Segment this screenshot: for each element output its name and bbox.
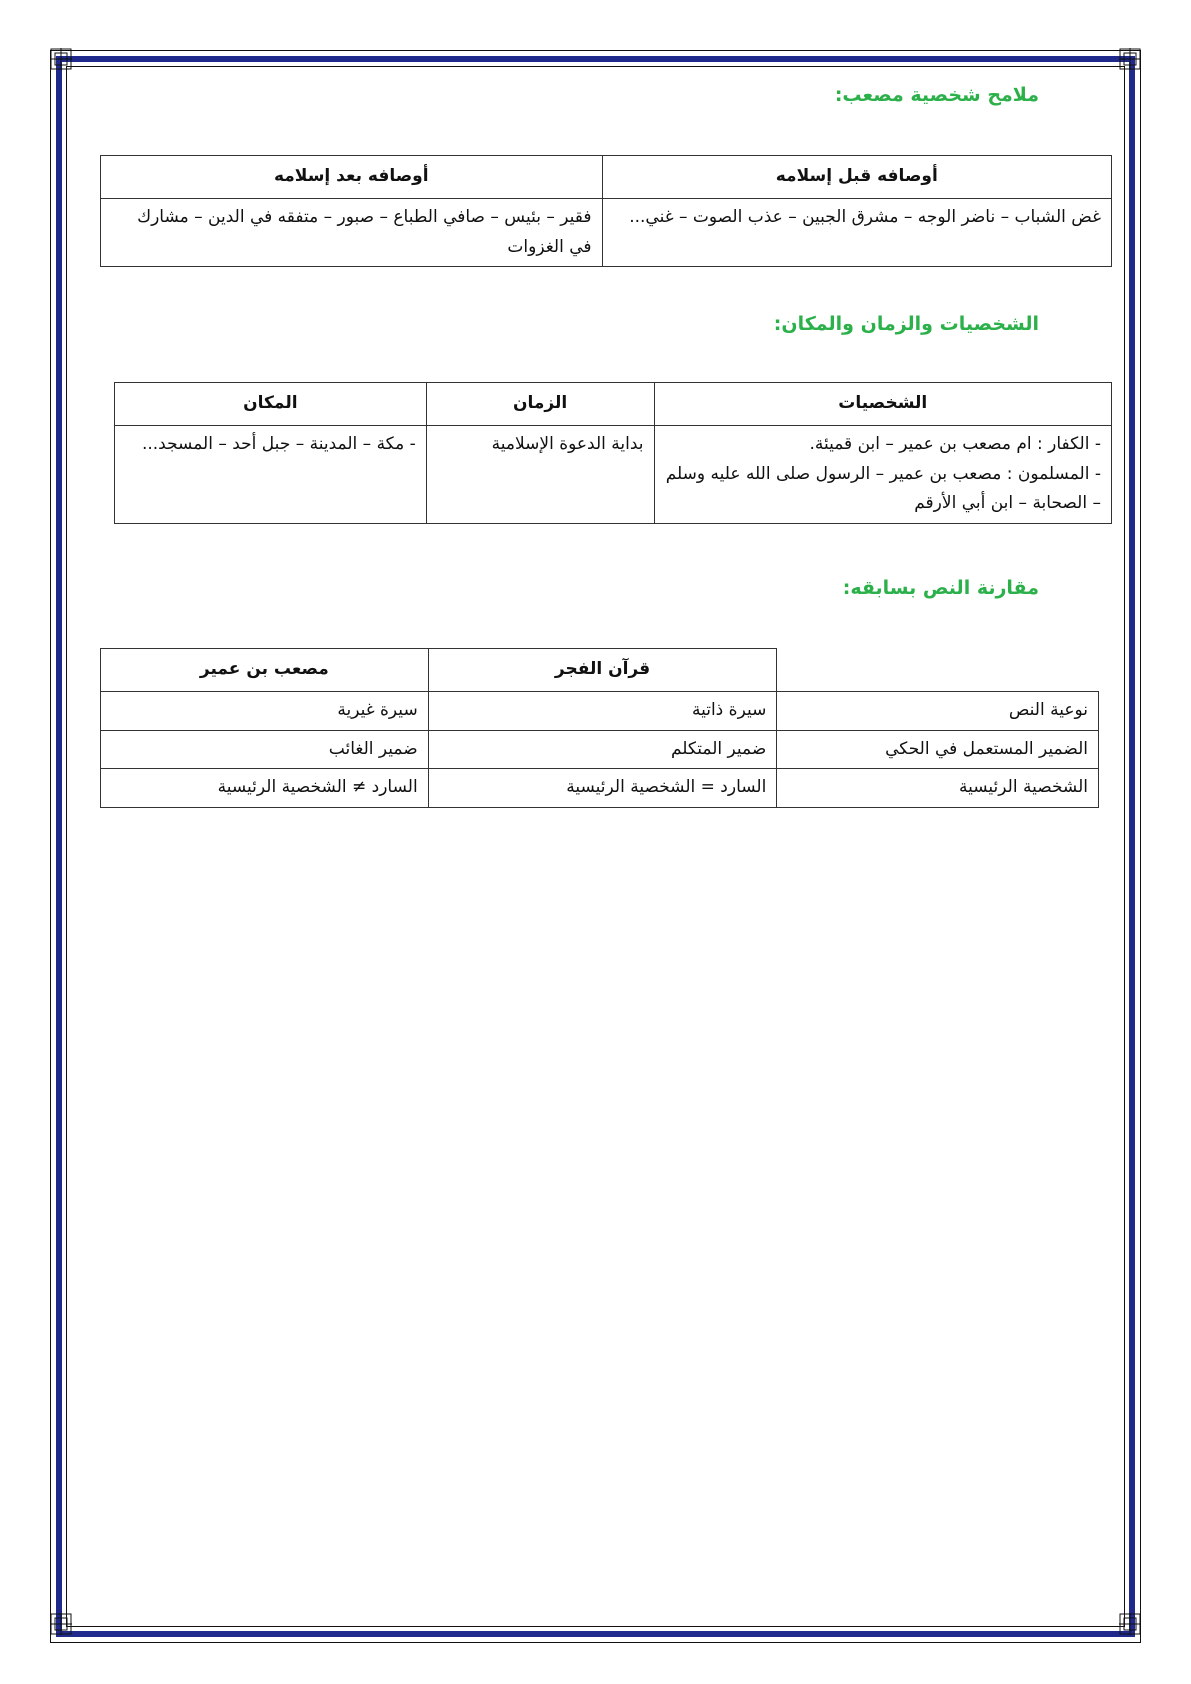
cell: ضمير الغائب (101, 730, 429, 769)
header-after-islam: أوصافه بعد إسلامه (101, 156, 603, 199)
cell: السارد ≠ الشخصية الرئيسية (101, 769, 429, 808)
cell: سيرة ذاتية (428, 691, 777, 730)
characters-time-place-table (114, 382, 1112, 524)
table-header-row (101, 156, 1112, 199)
header-before-islam: أوصافه قبل إسلامه (602, 156, 1111, 199)
frame-corner-ornament (1119, 48, 1141, 70)
frame-corner-ornament (50, 48, 72, 70)
cell: سيرة غيرية (101, 691, 429, 730)
header-quran-alfajr: قرآن الفجر (428, 649, 777, 692)
row-label: الضمير المستعمل في الحكي (777, 730, 1099, 769)
features-table (100, 155, 1112, 267)
frame-corner-ornament (50, 1613, 72, 1635)
characters-muslims: - المسلمون : مصعب بن عمير – الرسول صلى الله عليه وسلم – الصحابة – ابن أبي الأرقم (665, 463, 1101, 514)
row-label: نوعية النص (777, 691, 1099, 730)
frame-corner-ornament (1119, 1613, 1141, 1635)
traits-after: فقير – بئيس – صافي الطباع – صبور – متفقه في الدين – مشارك في الغزوات (101, 198, 603, 267)
empty-corner-cell (777, 649, 1099, 692)
section-heading-characters-time-place: الشخصيات والزمان والمكان: (773, 313, 1039, 335)
table-header-row (115, 383, 1112, 426)
header-musab-ibn-umair: مصعب بن عمير (101, 649, 429, 692)
place-cell: - مكة – المدينة – جبل أحد – المسجد... (115, 425, 427, 523)
header-place: المكان (115, 383, 427, 426)
row-label: الشخصية الرئيسية (777, 769, 1099, 808)
cell: ضمير المتكلم (428, 730, 777, 769)
characters-disbelievers: - الكفار : ام مصعب بن عمير – ابن قميئة. (809, 433, 1101, 454)
table-row (101, 691, 1099, 730)
table-row (101, 198, 1112, 267)
section-heading-comparison: مقارنة النص بسابقه: (842, 577, 1039, 599)
table-row (101, 769, 1099, 808)
table-row (101, 730, 1099, 769)
section-heading-features: ملامح شخصية مصعب: (834, 84, 1039, 106)
time-cell: بداية الدعوة الإسلامية (426, 425, 654, 523)
characters-cell (654, 425, 1112, 523)
page-frame-inner (66, 66, 1125, 1627)
cell: السارد = الشخصية الرئيسية (428, 769, 777, 808)
comparison-table (100, 648, 1099, 808)
traits-before: غض الشباب – ناضر الوجه – مشرق الجبين – عذب الصوت – غني... (602, 198, 1111, 267)
header-characters: الشخصيات (654, 383, 1112, 426)
table-row (115, 425, 1112, 523)
header-time: الزمان (426, 383, 654, 426)
table-header-row (101, 649, 1099, 692)
